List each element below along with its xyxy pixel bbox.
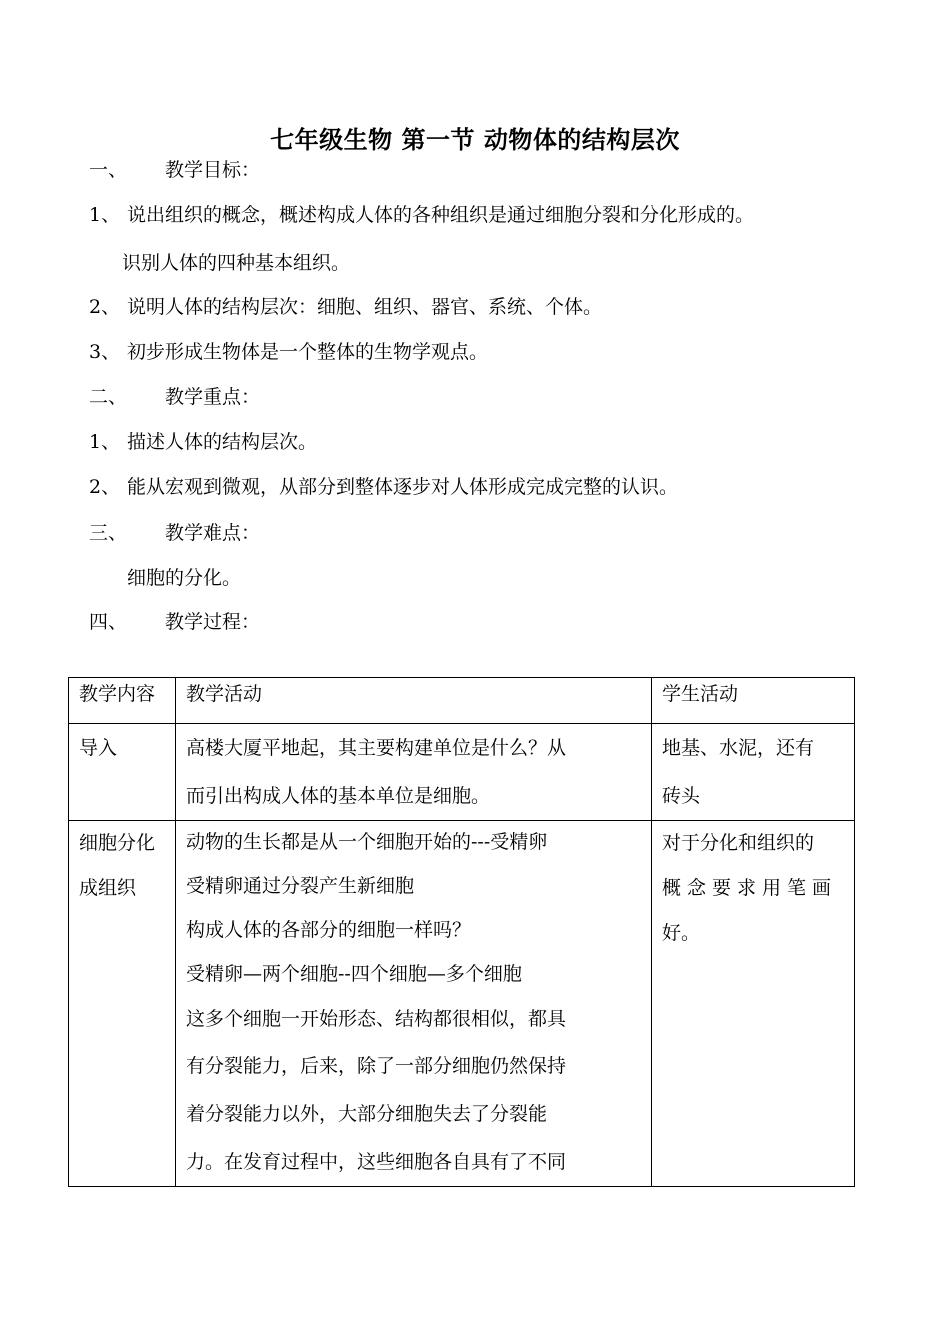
header-cell: 教学活动 bbox=[176, 678, 652, 724]
student-line: 好。 bbox=[662, 922, 701, 944]
key-point-item-2 bbox=[89, 472, 678, 499]
activity-cell bbox=[176, 821, 652, 1187]
objective-item-3 bbox=[89, 337, 488, 364]
table-header-row bbox=[69, 678, 855, 724]
section-title: 教学目标： bbox=[165, 159, 261, 181]
student-cell bbox=[652, 821, 855, 1187]
key-point-item-1 bbox=[89, 427, 317, 454]
table-row bbox=[69, 724, 855, 821]
activity-line: 力。在发育过程中，这些细胞各自具有了不同 bbox=[186, 1151, 567, 1173]
activity-line: 而引出构成人体的基本单位是细胞。 bbox=[186, 785, 491, 807]
header-cell: 教学内容 bbox=[69, 678, 176, 724]
content-line: 成组织 bbox=[79, 877, 137, 899]
content-cell: 导入 bbox=[69, 724, 176, 821]
activity-line: 动物的生长都是从一个细胞开始的---受精卵 bbox=[186, 831, 548, 853]
activity-cell bbox=[176, 724, 652, 821]
activity-line: 有分裂能力，后来，除了一部分细胞仍然保持 bbox=[186, 1055, 567, 1077]
content-line: 细胞分化 bbox=[79, 832, 156, 854]
section-heading-key-points bbox=[89, 382, 260, 409]
header-cell: 学生活动 bbox=[652, 678, 855, 724]
objective-item-2 bbox=[89, 292, 602, 319]
objective-item-1 bbox=[89, 200, 754, 227]
section-title: 教学重点： bbox=[165, 386, 261, 408]
section-number: 一、 bbox=[89, 159, 128, 181]
activity-line: 这多个细胞一开始形态、结构都很相似，都具 bbox=[186, 1008, 567, 1030]
section-heading-difficulties bbox=[89, 518, 260, 545]
teaching-process-table bbox=[68, 677, 855, 1187]
document-title: 七年级生物 第一节 动物体的结构层次 bbox=[270, 126, 680, 154]
objective-item-1-continued: 识别人体的四种基本组织。 bbox=[122, 252, 351, 274]
student-line: 地基、水泥，还有 bbox=[662, 737, 815, 759]
section-number: 三、 bbox=[89, 522, 128, 544]
item-number: 3、 bbox=[89, 341, 121, 363]
section-heading-objectives bbox=[89, 155, 260, 182]
activity-line: 受精卵—两个细胞--四个细胞—多个细胞 bbox=[186, 963, 522, 985]
item-number: 1、 bbox=[89, 431, 121, 453]
section-title: 教学过程： bbox=[165, 611, 261, 633]
table-row bbox=[69, 821, 855, 1187]
item-number: 1、 bbox=[89, 204, 121, 226]
difficulty-text: 细胞的分化。 bbox=[127, 567, 242, 589]
section-number: 二、 bbox=[89, 386, 128, 408]
activity-line: 构成人体的各部分的细胞一样吗？ bbox=[186, 919, 472, 941]
student-line: 对于分化和组织的 bbox=[662, 832, 815, 854]
activity-line: 高楼大厦平地起，其主要构建单位是什么？从 bbox=[186, 737, 567, 759]
content-cell bbox=[69, 821, 176, 1187]
item-text: 初步形成生物体是一个整体的生物学观点。 bbox=[127, 341, 489, 363]
student-line: 砖头 bbox=[662, 785, 701, 807]
item-text: 能从宏观到微观，从部分到整体逐步对人体形成完成完整的认识。 bbox=[127, 476, 679, 498]
item-number: 2、 bbox=[89, 476, 121, 498]
item-text: 说明人体的结构层次：细胞、组织、器官、系统、个体。 bbox=[127, 296, 603, 318]
item-text: 说出组织的概念，概述构成人体的各种组织是通过细胞分裂和分化形成的。 bbox=[127, 204, 755, 226]
section-heading-process bbox=[89, 607, 260, 634]
activity-line: 受精卵通过分裂产生新细胞 bbox=[186, 875, 415, 897]
item-number: 2、 bbox=[89, 296, 121, 318]
section-title: 教学难点： bbox=[165, 522, 261, 544]
student-line: 概念要求用笔画 bbox=[662, 877, 838, 899]
section-number: 四、 bbox=[89, 611, 128, 633]
item-text: 描述人体的结构层次。 bbox=[127, 431, 318, 453]
student-cell bbox=[652, 724, 855, 821]
activity-line: 着分裂能力以外，大部分细胞失去了分裂能 bbox=[186, 1103, 548, 1125]
